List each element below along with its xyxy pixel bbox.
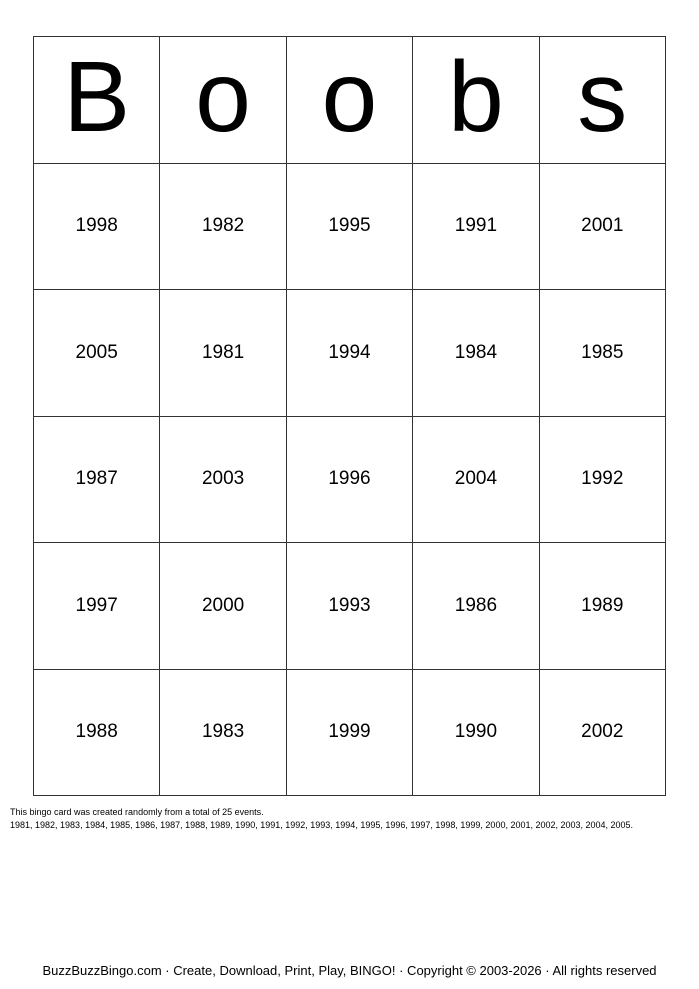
bingo-cell: 1993 <box>287 543 413 670</box>
bingo-cell: 2005 <box>34 290 160 417</box>
bingo-cell: 2000 <box>160 543 286 670</box>
bingo-cell: 1986 <box>413 543 539 670</box>
header-letter-s: s <box>540 37 666 164</box>
bingo-cell: 1982 <box>160 164 286 291</box>
bingo-cell: 2001 <box>540 164 666 291</box>
bingo-cell: 1983 <box>160 670 286 797</box>
footer-copyright: BuzzBuzzBingo.com · Create, Download, Print, Play, BINGO! · Copyright © 2003-2026 · All rights reserved <box>42 963 657 978</box>
header-letter-o-1: o <box>160 37 286 164</box>
header-letter-b-2: b <box>413 37 539 164</box>
card-note-events: 1981, 1982, 1983, 1984, 1985, 1986, 1987, 1988, 1989, 1990, 1991, 1992, 1993, 1994, 1995, 1996, 1997, 1998, 1999, 2000, 2001, 2002, 2003, 2004, 2005. <box>10 820 634 830</box>
header-letter-o-2: o <box>287 37 413 164</box>
bingo-cell: 1994 <box>287 290 413 417</box>
bingo-cell: 1996 <box>287 417 413 544</box>
bingo-cell: 1999 <box>287 670 413 797</box>
bingo-cell: 1998 <box>34 164 160 291</box>
bingo-card <box>33 36 666 796</box>
bingo-cell: 1988 <box>34 670 160 797</box>
bingo-cell: 1990 <box>413 670 539 797</box>
bingo-cell: 1997 <box>34 543 160 670</box>
bingo-cell: 2003 <box>160 417 286 544</box>
bingo-cell: 1989 <box>540 543 666 670</box>
bingo-cell: 1987 <box>34 417 160 544</box>
bingo-cell: 1995 <box>287 164 413 291</box>
bingo-cell: 1981 <box>160 290 286 417</box>
bingo-cell: 2002 <box>540 670 666 797</box>
bingo-cell: 1992 <box>540 417 666 544</box>
bingo-cell: 1985 <box>540 290 666 417</box>
bingo-cell: 1991 <box>413 164 539 291</box>
bingo-cell: 2004 <box>413 417 539 544</box>
card-note-summary: This bingo card was created randomly from a total of 25 events. <box>10 807 264 817</box>
bingo-cell: 1984 <box>413 290 539 417</box>
header-letter-b: B <box>34 37 160 164</box>
